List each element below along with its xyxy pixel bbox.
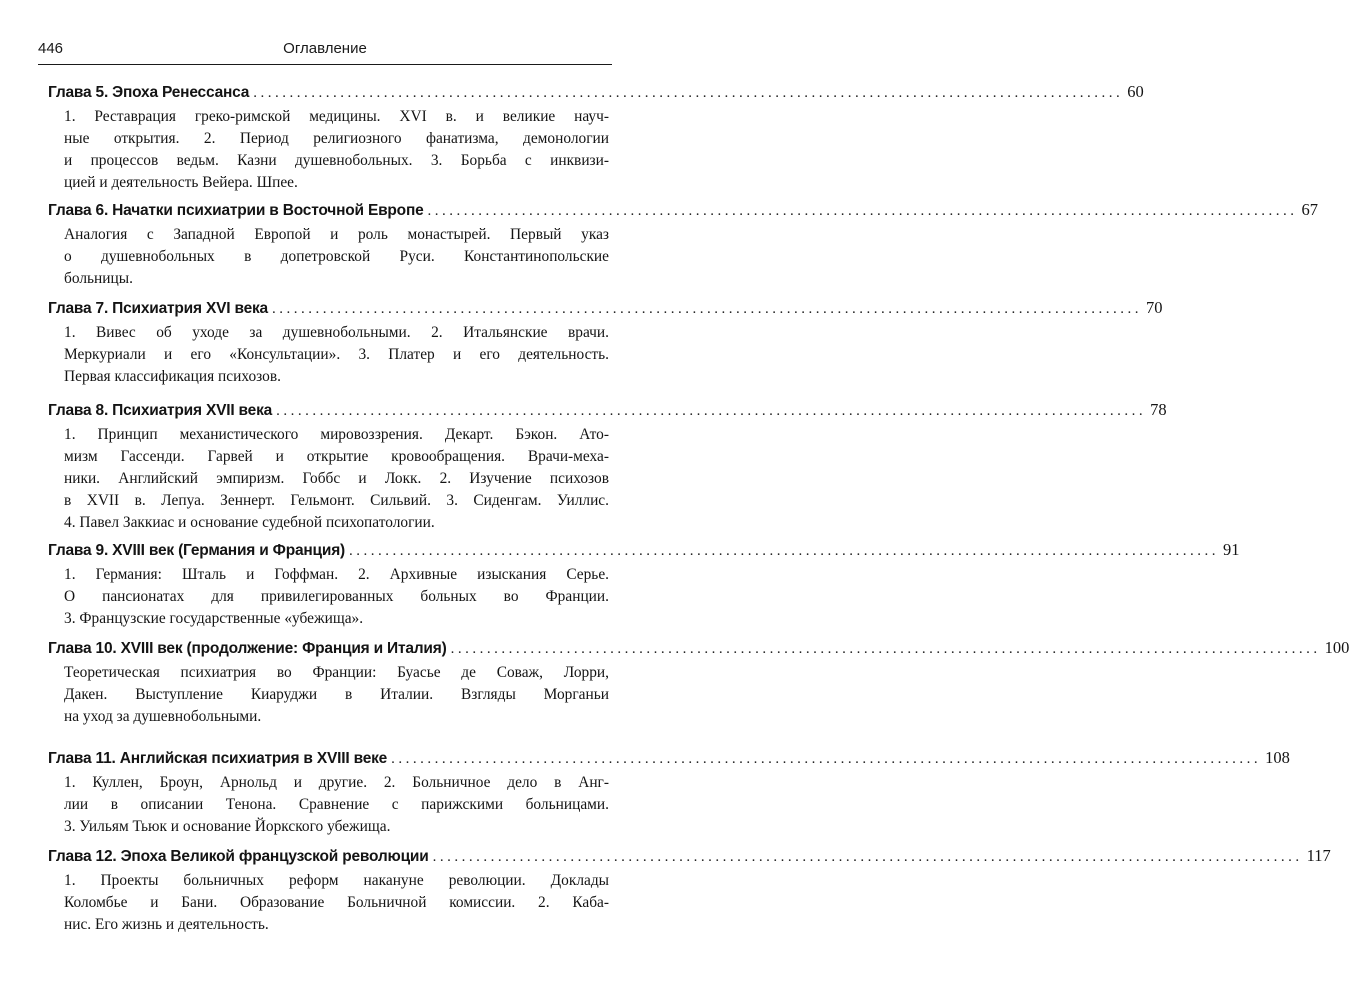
dot-leader: ........................................................................................................................ [391, 751, 1262, 767]
summary-line: ные открытия. 2. Период религиозного фанатизма, демонологии [64, 130, 609, 147]
toc-entry-heading [48, 198, 1319, 222]
chapter-summary [64, 106, 609, 194]
toc-entry [48, 296, 1163, 388]
chapter-summary [64, 564, 609, 630]
chapter-title: Глава 8. Психиатрия XVII века [48, 402, 273, 419]
toc-entry [48, 746, 1290, 838]
summary-line: 1. Принцип механистического мировоззрения. Декарт. Бэкон. Ато- [64, 426, 609, 443]
summary-line: лии в описании Тенона. Сравнение с парижскими больницами. [64, 796, 609, 813]
chapter-title: Глава 7. Психиатрия XVI века [48, 300, 268, 317]
toc-entry-heading [48, 844, 1331, 868]
chapter-summary [64, 870, 609, 936]
summary-line: о душевнобольных в допетровской Руси. Константинопольские [64, 248, 609, 265]
summary-line: ники. Английский эмпиризм. Гоббс и Локк. 2. Изучение психозов [64, 470, 609, 487]
chapter-summary [64, 772, 609, 838]
chapter-page-number: 67 [1301, 200, 1319, 219]
chapter-page-number: 78 [1150, 400, 1167, 419]
chapter-title: Глава 12. Эпоха Великой французской революции [48, 848, 429, 865]
summary-line: 1. Вивес об уходе за душевнобольными. 2. Итальянские врачи. [64, 324, 609, 341]
page-number: 446 [38, 40, 64, 57]
chapter-page-number: 117 [1306, 846, 1331, 865]
summary-line: нис. Его жизнь и деятельность. [64, 916, 269, 933]
summary-line: О пансионатах для привилегированных больных во Франции. [64, 588, 609, 605]
chapter-page-number: 70 [1145, 298, 1163, 317]
toc-entry-heading [48, 398, 1167, 422]
summary-line: больницы. [64, 270, 133, 287]
chapter-summary [64, 322, 609, 388]
summary-line: 3. Уильям Тьюк и основание Йоркского убежища. [64, 818, 391, 835]
summary-line: Аналогия с Западной Европой и роль монастырей. Первый указ [64, 226, 609, 243]
toc-entry [48, 538, 1240, 630]
chapter-page-number: 108 [1265, 748, 1290, 767]
summary-line: Дакен. Выступление Киаруджи в Италии. Взгляды Морганьи [64, 686, 609, 703]
summary-line: на уход за душевнобольными. [64, 708, 262, 725]
toc-entry-heading [48, 538, 1240, 562]
chapter-page-number: 100 [1324, 638, 1349, 657]
chapter-title: Глава 10. XVIII век (продолжение: Франция и Италия) [48, 640, 447, 657]
running-title: Оглавление [283, 40, 367, 57]
toc-entry [48, 398, 1167, 534]
dot-leader: ........................................................................................................................ [271, 301, 1142, 317]
toc-entry [48, 636, 1349, 728]
dot-leader: ........................................................................................................................ [276, 403, 1147, 419]
chapter-summary [64, 424, 609, 534]
chapter-page-number: 91 [1223, 540, 1240, 559]
chapter-summary [64, 224, 609, 290]
summary-line: Первая классификация психозов. [64, 368, 281, 385]
toc-entry-heading [48, 746, 1290, 770]
chapter-title: Глава 6. Начатки психиатрии в Восточной Европе [48, 202, 424, 219]
summary-line: Теоретическая психиатрия во Франции: Буасье де Соваж, Лорри, [64, 664, 609, 681]
summary-line: мизм Гассенди. Гарвей и открытие кровообращения. Врачи-меха- [64, 448, 609, 465]
summary-line: цией и деятельность Вейера. Шпее. [64, 174, 298, 191]
chapter-title: Глава 11. Английская психиатрия в XVIII веке [48, 750, 388, 767]
toc-entry [48, 80, 1144, 194]
running-header [38, 38, 612, 65]
summary-line: 4. Павел Заккиас и основание судебной психопатологии. [64, 514, 435, 531]
toc-entry [48, 198, 1319, 290]
summary-line: и процессов ведьм. Казни душевнобольных. 3. Борьба с инквизи- [64, 152, 609, 169]
dot-leader: ........................................................................................................................ [349, 543, 1220, 559]
summary-line: 3. Французские государственные «убежища». [64, 610, 364, 627]
chapter-title: Глава 5. Эпоха Ренессанса [48, 84, 250, 101]
chapter-title: Глава 9. XVIII век (Германия и Франция) [48, 542, 346, 559]
chapter-page-number: 60 [1127, 82, 1144, 101]
summary-line: в XVII в. Лепуа. Зеннерт. Гельмонт. Сильвий. 3. Сиденгам. Уиллис. [64, 492, 609, 509]
toc-entry-heading [48, 636, 1349, 660]
dot-leader: ........................................................................................................................ [253, 85, 1124, 101]
toc-entry [48, 844, 1331, 936]
dot-leader: ........................................................................................................................ [432, 849, 1303, 865]
chapter-summary [64, 662, 609, 728]
summary-line: Коломбье и Бани. Образование Больничной комиссии. 2. Каба- [64, 894, 609, 911]
summary-line: Меркуриали и его «Консультации». 3. Платер и его деятельность. [64, 346, 609, 363]
summary-line: 1. Куллен, Броун, Арнольд и другие. 2. Больничное дело в Анг- [64, 774, 609, 791]
toc-entry-heading [48, 80, 1144, 104]
toc-entry-heading [48, 296, 1163, 320]
dot-leader: ........................................................................................................................ [450, 641, 1321, 657]
summary-line: 1. Германия: Шталь и Гоффман. 2. Архивные изыскания Серье. [64, 566, 609, 583]
summary-line: 1. Реставрация греко-римской медицины. XVI в. и великие науч- [64, 108, 609, 125]
dot-leader: ........................................................................................................................ [427, 203, 1298, 219]
summary-line: 1. Проекты больничных реформ накануне революции. Доклады [64, 872, 609, 889]
